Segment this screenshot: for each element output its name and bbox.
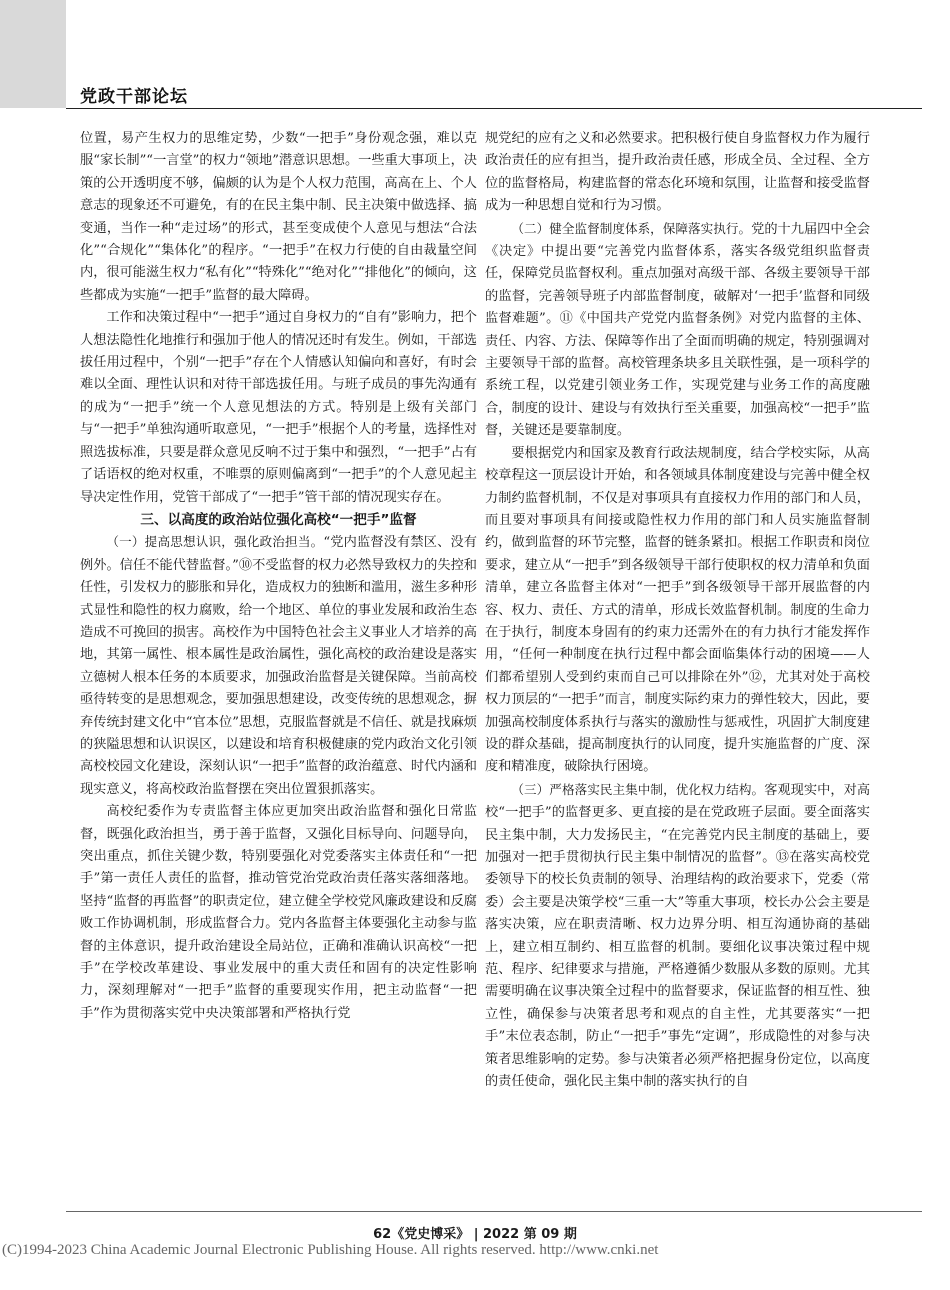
section-heading: 三、以高度的政治站位强化高校“一把手”监督: [140, 511, 417, 528]
copyright-line: (C)1994-2023 China Academic Journal Electronic Publishing House. All rights reserved. http://www.cnki.net: [2, 1242, 659, 1258]
paragraph: [80, 801, 477, 1025]
paragraph: [485, 128, 870, 218]
paragraph-text: 工作和决策过程中“一把手”通过自身权力的“自有”影响力，把个人想法隐性化地推行和强加于他人的情况还时有发生。例如，干部选拔任用过程中，个别“一把手”存在个人情感认知偏向和喜好，有时会难以全面、理性认识和对待干部选拔任用。与班子成员的事先沟通有的成为“一把手”统一个人意见想法的方式。特别是上级有关部门与“一把手”单独沟通听取意见，“一把手”根据个人的考量，选择性对照选拔标准，只要是群众意见反响不过于集中和强烈，“一把手”占有了话语权的绝对权重，不唯票的原则偏离到“一把手”的个人意见起主导决定性作用，党管干部成了“一把手”管干部的情况现实存在。: [80, 310, 477, 505]
paragraph-text: 规党纪的应有之义和必然要求。把积极行使自身监督权力作为履行政治责任的应有担当，提升政治责任感，形成全员、全过程、全方位的监督格局，构建监督的常态化环境和氛围，让监督和接受监督成为一种思想自觉和行为习惯。: [485, 131, 870, 214]
paragraph: [80, 531, 477, 801]
paragraph: [485, 779, 870, 1094]
header-band: [0, 0, 66, 108]
footer-page-line: 62《党史博采》 | 2022 第 09 期: [373, 1227, 577, 1242]
paragraph-text: “党内监督没有禁区、没有例外。信任不能代替监督。”⑩不受监督的权力必然导致权力的失控和任性，引发权力的膨胀和异化，造成权力的独断和滥用，滋生多种形式显性和隐性的权力腐败，给一个地区、单位的事业发展和政治生态造成不可挽回的损害。高校作为中国特色社会主义事业人才培养的高地，其第一属性、根本属性是政治属性，强化高校的政治建设是落实立德树人根本任务的本质要求，加强政治监督是关键保障。当前高校亟待转变的是思想观念，要加强思想建设，改变传统的思想观念，摒弃传统封建文化中“官本位”思想，克服监督就是不信任、就是找麻烦的狭隘思想和认识误区，以建设和培育积极健康的党内政治文化引领高校校园文化建设，深刻认识“一把手”监督的政治蕴意、时代内涵和现实意义，将高校政治监督摆在突出位置狠抓落实。: [80, 535, 477, 797]
paragraph: [80, 128, 477, 307]
paragraph-text: 位置，易产生权力的思维定势，少数“一把手”身份观念强，难以克服“家长制”“一言堂”的权力“领地”潜意识思想。一些重大事项上，决策的公开透明度不够，偏颇的认为是个人权力范围，高高在上、个人意志的现象还不可避免，有的在民主集中制、民主决策中做选择、搞变通，当作一种“走过场”的形式，甚至变成使个人意见与想法“合法化”“合规化”“集体化”的程序。“一把手”在权力行使的自由裁量空间内，很可能滋生权力“私有化”“特殊化”“绝对化”“排他化”的倾向，这些都成为实施“一把手”监督的最大障碍。: [80, 131, 477, 303]
footer-rule: [66, 1211, 922, 1212]
subsection-heading: （二）健全监督制度体系，保障落实执行。: [511, 220, 752, 236]
paragraph-text: 党的十九届四中全会《决定》中提出要“完善党内监督体系，落实各级党组织监督责任，保障党员监督权利。重点加强对高级干部、各级主要领导干部的监督，完善领导班子内部监督制度，破解对‘一把手’监督和同级监督难题”。⑪《中国共产党党内监督条例》对党内监督的主体、责任、内容、方法、保障等作出了全面而明确的规定，特别强调对主要领导干部的监督。高校管理条块多且关联性强，是一项科学的系统工程，以党建引领业务工作，实现党建与业务工作的高度融合，制度的设计、建设与有效执行至关重要，加强高校“一把手”监督，关键还是要靠制度。: [485, 221, 871, 439]
right-column: [485, 128, 870, 1093]
paragraph: [80, 307, 477, 509]
paragraph: [485, 443, 870, 779]
header-rule: [66, 108, 922, 109]
paragraph: [485, 218, 870, 443]
paragraph-text: 客观现实中，对高校“一把手”的监督更多、更直接的是在党政班子层面。要全面落实民主集中制，大力发扬民主，“在完善党内民主制度的基础上，要加强对一把手贯彻执行民主集中制情况的监督”。⑬在落实高校党委领导下的校长负责制的领导、治理结构的政治要求下，党委（常委）会主要是决策学校“三重一大”等重大事项，校长办公会主要是落实决策，应在职责清晰、权力边界分明、相互沟通协商的基础上，建立相互制约、相互监督的机制。要细化议事决策过程中规范、程序、纪律要求与措施，严格遵循少数服从多数的原则。尤其需要明确在议事决策全过程中的监督要求，保证监督的相互性、独立性，确保参与决策者思考和观点的自主性，尤其要落实“一把手”末位表态制，防止“一把手”事先“定调”，形成隐性的对参与决策者思维影响的定势。参与决策者必须严格把握身份定位，以高度的责任使命，强化民主集中制的落实执行的自: [485, 782, 871, 1090]
paragraph-text: 要根据党内和国家及教育行政法规制度，结合学校实际，从高校章程这一顶层设计开始，和各领域具体制度建设与完善中健全权力制约监督机制，不仅是对事项具有直接权力作用的部门和人员，而且要对事项具有间接或隐性权力作用的部门和人员实施监督制约，做到监督的环节完整，监督的链条紧扣。根据工作职责和岗位要求，建立从“一把手”到各级领导干部行使职权的权力清单和负面清单，建立各监督主体对“一把手”到各级领导干部开展监督的内容、权力、责任、方式的清单，形成长效监督机制。制度的生命力在于执行，制度本身固有的约束力还需外在的有力执行才能发挥作用，“任何一种制度在执行过程中都会面临集体行动的困境——人们都希望别人受到约束而自己可以排除在外”⑫，尤其对处于高校权力顶层的“一把手”而言，制度实际约束力的弹性较大，因此，要加强高校制度体系执行与落实的激励性与惩戒性，巩固扩大制度建设的群众基础，提高制度执行的认同度，提升实施监督的广度、深度和精准度，破除执行困境。: [485, 445, 870, 775]
paragraph-text: 高校纪委作为专责监督主体应更加突出政治监督和强化日常监督，既强化政治担当，勇于善于监督，又强化目标导向、问题导向，突出重点，抓住关键少数，特别要强化对党委落实主体责任和“一把手”第一责任人责任的监督，推动管党治党政治责任落实落细落地。坚持“监督的再监督”的职责定位，建立健全学校党风廉政建设和反腐败工作协调机制，形成监督合力。党内各监督主体要强化主动参与监督的主体意识，提升政治建设全局站位，正确和准确认识高校“一把手”在学校改革建设、事业发展中的重大责任和固有的决定性影响力，深刻理解对“一把手”监督的重要现实作用，把主动监督“一把手”作为贯彻落实党中央决策部署和严格执行党: [80, 804, 477, 1021]
left-column: [80, 128, 477, 1025]
subsection-heading: （三）严格落实民主集中制，优化权力结构。: [511, 781, 765, 797]
subsection-heading: （一）提高思想认识，强化政治担当。: [106, 534, 324, 550]
journal-section-title: 党政干部论坛: [80, 87, 188, 107]
